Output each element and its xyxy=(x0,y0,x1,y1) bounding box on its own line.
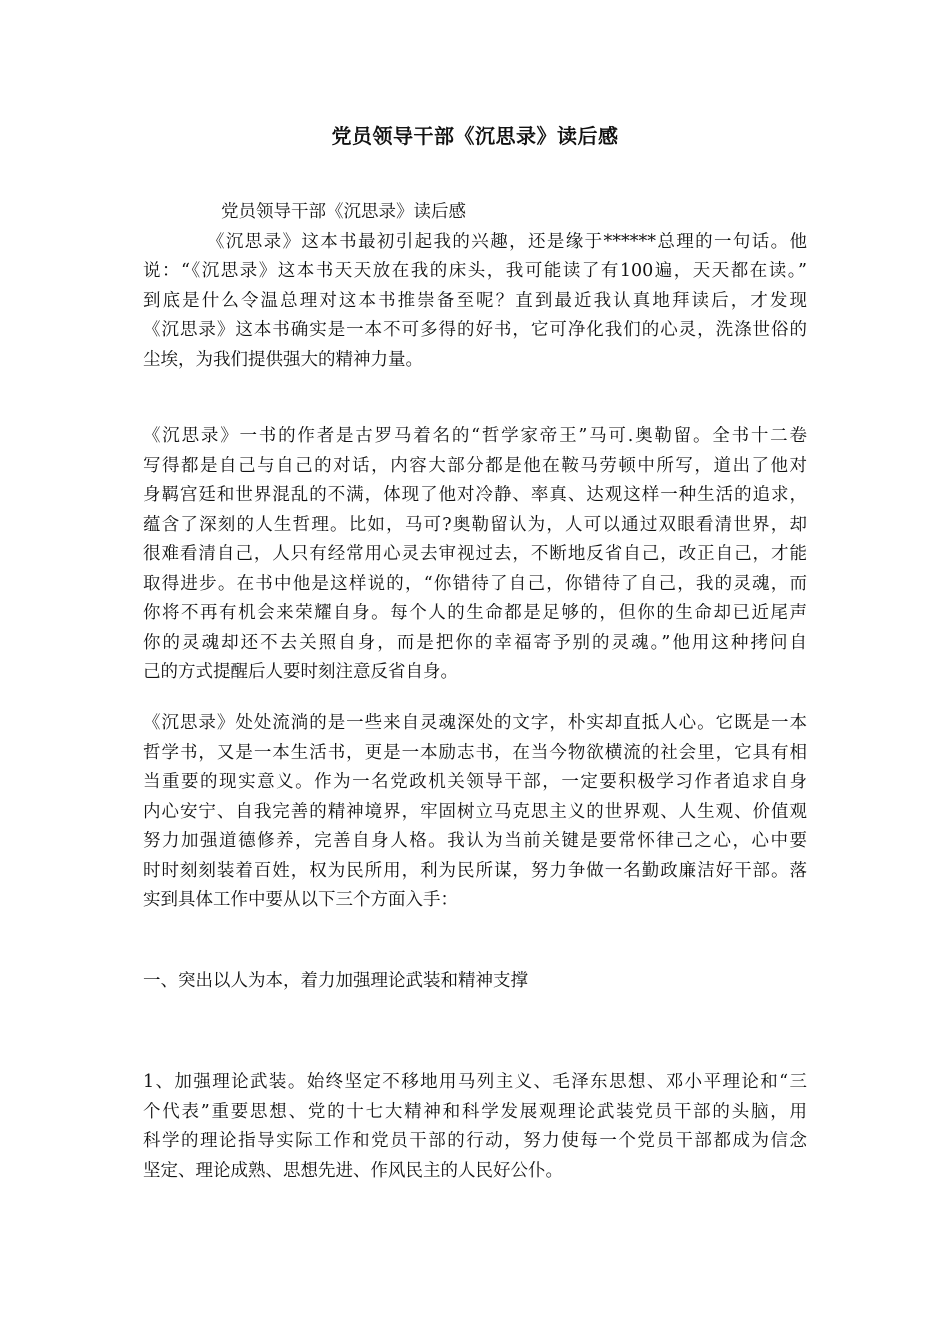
document-title: 党员领导干部《沉思录》读后感 xyxy=(331,124,619,148)
paragraph-line: 1、加强理论武装。始终坚定不移地用马列主义、毛泽东思想、邓小平理论和“三 xyxy=(143,1072,807,1092)
paragraph-line: 实到具体工作中要从以下三个方面入手： xyxy=(143,890,458,910)
paragraph-theory xyxy=(143,1068,807,1186)
paragraph-line: 时时刻刻装着百姓，权为民所用，利为民所谋，努力争做一名勤政廉洁好干部。落 xyxy=(143,860,807,881)
paragraph-line: 当重要的现实意义。作为一名党政机关领导干部，一定要积极学习作者追求自身 xyxy=(143,772,807,792)
paragraph-line: 你将不再有机会来荣耀自身。每个人的生命都是足够的，但你的生命却已近尾声 xyxy=(143,603,807,623)
paragraph-line: 己的方式提醒后人要时刻注意反省自身。 xyxy=(143,662,458,682)
intro-line: 《沉思录》这本书确实是一本不可多得的好书，它可净化我们的心灵，洗涤世俗的 xyxy=(143,320,807,340)
intro-line: 尘埃，为我们提供强大的精神力量。 xyxy=(143,349,423,370)
intro-line: 说：“《沉思录》这本书天天放在我的床头，我可能读了有100遍，天天都在读。” xyxy=(143,261,807,281)
section-heading xyxy=(143,967,807,997)
paragraph-line: 身羁宫廷和世界混乱的不满，体现了他对冷静、率真、达观这样一种生活的追求， xyxy=(143,485,807,505)
section-heading-text: 一、突出以人为本，着力加强理论武装和精神支撑 xyxy=(143,971,528,991)
paragraph-line: 内心安宁、自我完善的精神境界，牢固树立马克思主义的世界观、人生观、价值观 xyxy=(143,801,807,822)
paragraph-line: 取得进步。在书中他是这样说的，“你错待了自己，你错待了自己，我的灵魂，而 xyxy=(143,573,807,594)
intro-line: 《沉思录》这本书最初引起我的兴趣，还是缘于******总理的一句话。他 xyxy=(207,231,807,252)
paragraph-line: 《沉思录》一书的作者是古罗马着名的“哲学家帝王”马可.奥勒留。全书十二卷 xyxy=(143,426,807,446)
paragraph-significance xyxy=(143,709,807,916)
paragraph-line: 哲学书，又是一本生活书，更是一本励志书，在当今物欲横流的社会里，它具有相 xyxy=(143,742,807,763)
paragraph-author xyxy=(143,422,807,688)
paragraph-line: 《沉思录》处处流淌的是一些来自灵魂深处的文字，朴实却直抵人心。它既是一本 xyxy=(143,713,807,733)
intro-paragraph xyxy=(143,198,807,375)
paragraph-line: 你的灵魂却还不去关照自身，而是把你的幸福寄予别的灵魂。”他用这种拷问自 xyxy=(143,632,807,653)
paragraph-line: 科学的理论指导实际工作和党员干部的行动，努力使每一个党员干部都成为信念 xyxy=(143,1131,807,1151)
paragraph-line: 个代表”重要思想、党的十七大精神和科学发展观理论武装党员干部的头脑，用 xyxy=(143,1101,807,1122)
paragraph-line: 很难看清自己，人只有经常用心灵去审视过去，不断地反省自己，改正自己，才能 xyxy=(143,544,807,564)
paragraph-line: 写得都是自己与自己的对话，内容大部分都是他在鞍马劳顿中所写，道出了他对 xyxy=(143,455,807,476)
intro-subtitle: 党员领导干部《沉思录》读后感 xyxy=(221,202,466,222)
paragraph-line: 蕴含了深刻的人生哲理。比如，马可?奥勒留认为，人可以通过双眼看清世界，却 xyxy=(143,514,807,535)
paragraph-line: 努力加强道德修养，完善自身人格。我认为当前关键是要常怀律己之心，心中要 xyxy=(143,831,807,851)
intro-line: 到底是什么令温总理对这本书推崇备至呢？直到最近我认真地拜读后，才发现 xyxy=(143,290,807,311)
paragraph-line: 坚定、理论成熟、思想先进、作风民主的人民好公仆。 xyxy=(143,1160,563,1181)
